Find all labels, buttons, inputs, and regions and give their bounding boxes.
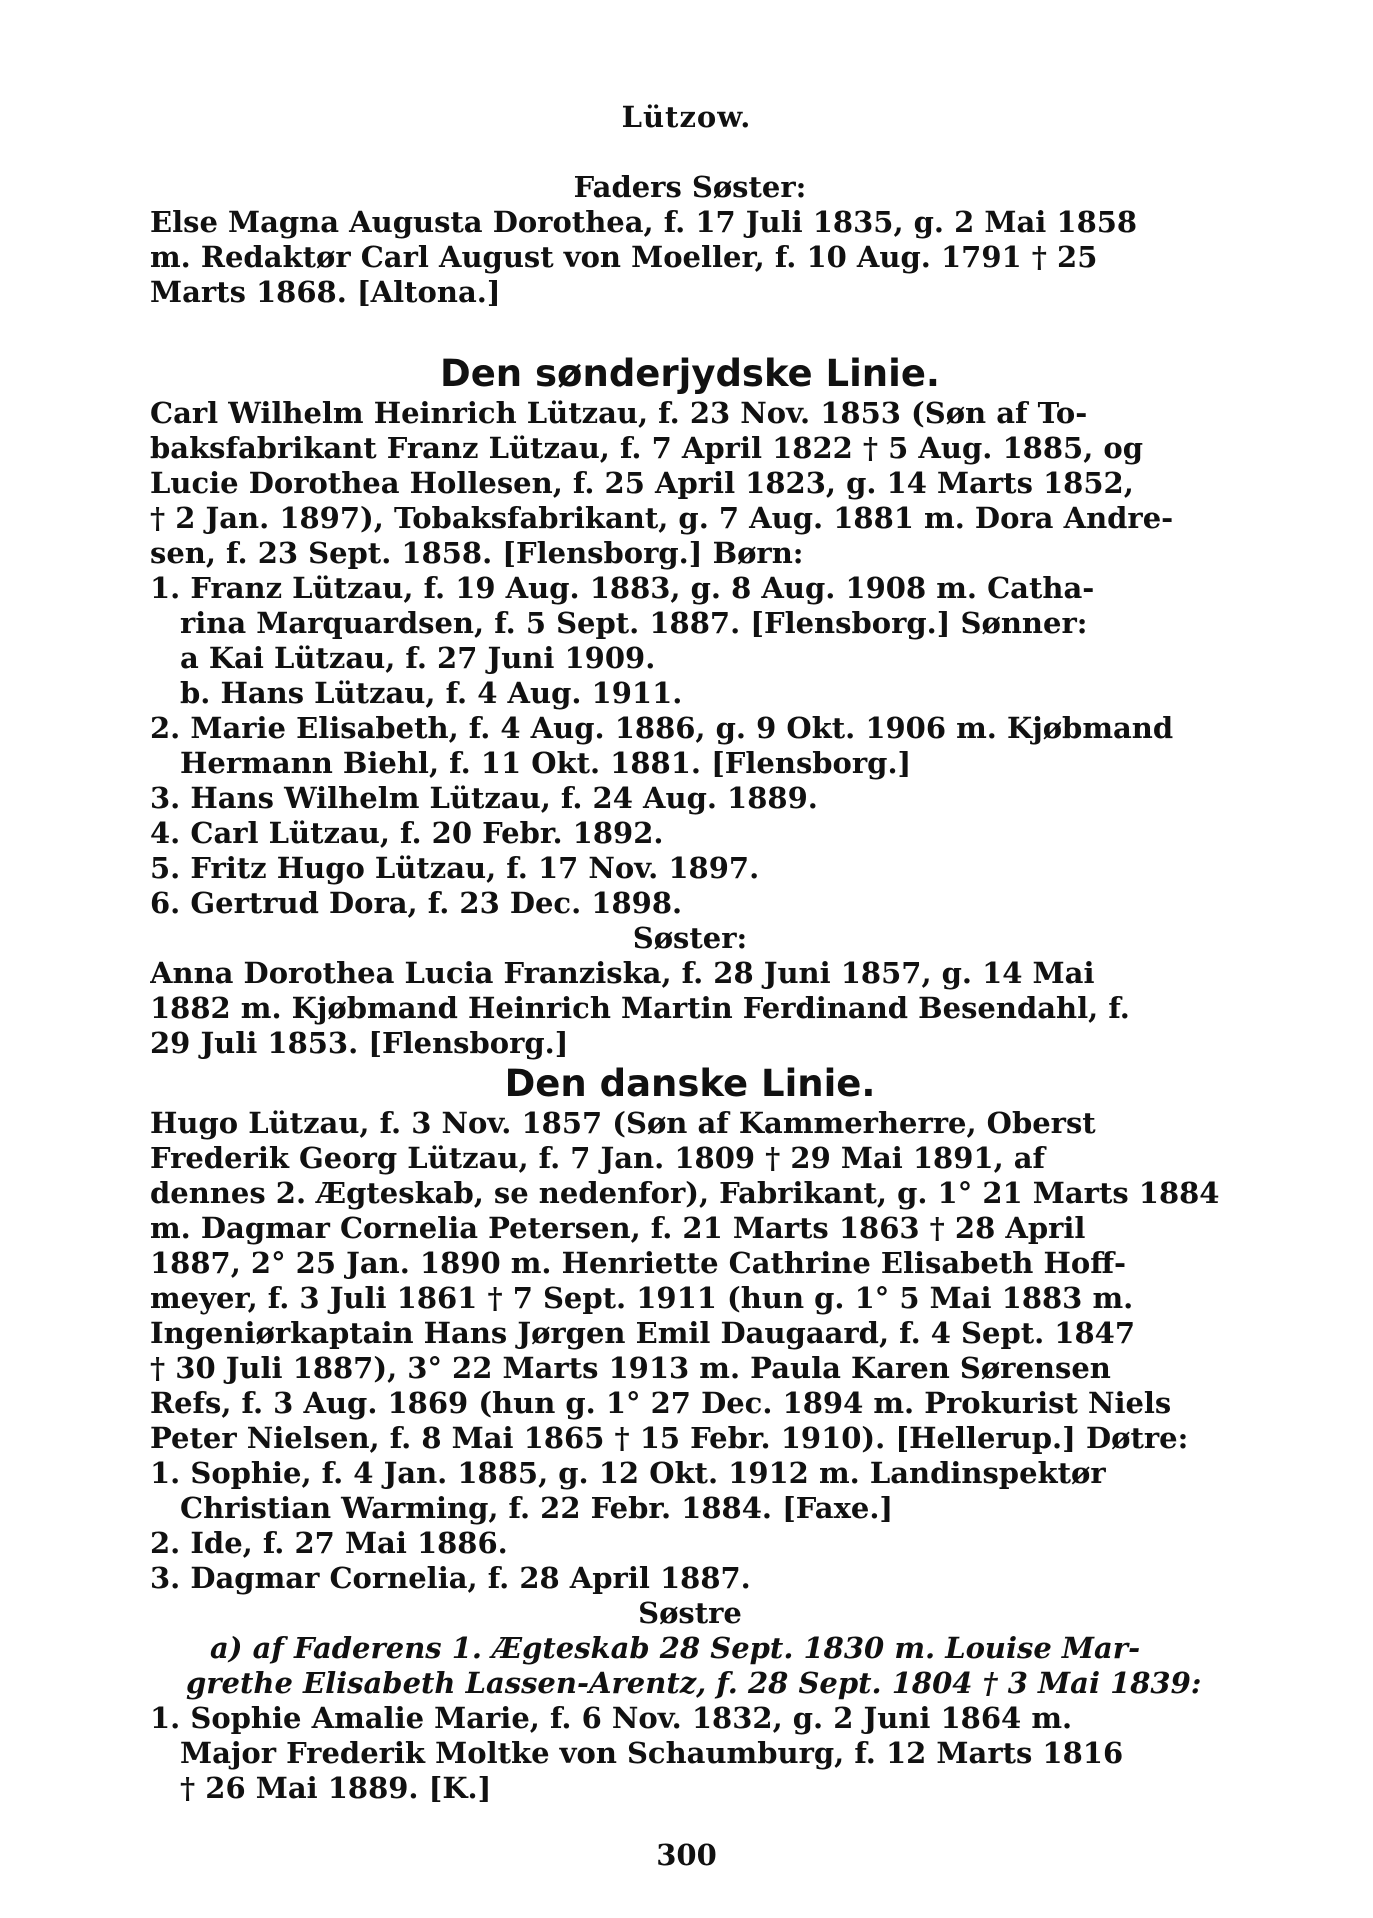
text-line: 6. Gertrud Dora, f. 23 Dec. 1898. xyxy=(150,886,683,920)
text-line: 1. Sophie, f. 4 Jan. 1885, g. 12 Okt. 1912 m. Landinspektør xyxy=(150,1456,1106,1490)
text-line: Hermann Biehl, f. 11 Okt. 1881. [Flensborg.] xyxy=(180,746,912,780)
text-line: Lucie Dorothea Hollesen, f. 25 April 1823, g. 14 Marts 1852, xyxy=(150,466,1134,500)
text-line: Anna Dorothea Lucia Franziska, f. 28 Juni 1857, g. 14 Mai xyxy=(150,956,1095,990)
text-line: sen, f. 23 Sept. 1858. [Flensborg.] Børn: xyxy=(150,536,804,570)
text-line: Marts 1868. [Altona.] xyxy=(150,275,501,309)
italic-line: a) af Faderens 1. Ægteskab 28 Sept. 1830 m. Louise Mar- xyxy=(210,1631,1141,1665)
text-line: rina Marquardsen, f. 5 Sept. 1887. [Flensborg.] Sønner: xyxy=(180,606,1088,640)
text-line: m. Dagmar Cornelia Petersen, f. 21 Marts 1863 † 28 April xyxy=(150,1211,1086,1245)
text-line: Christian Warming, f. 22 Febr. 1884. [Faxe.] xyxy=(180,1491,894,1525)
text-line: dennes 2. Ægteskab, se nedenfor), Fabrikant, g. 1° 21 Marts 1884 xyxy=(150,1176,1220,1210)
text-line: m. Redaktør Carl August von Moeller, f. 10 Aug. 1791 † 25 xyxy=(150,240,1098,274)
text-line: 2. Ide, f. 27 Mai 1886. xyxy=(150,1526,508,1560)
text-line: meyer, f. 3 Juli 1861 † 7 Sept. 1911 (hun g. 1° 5 Mai 1883 m. xyxy=(150,1281,1134,1315)
subheading: Søstre xyxy=(638,1596,742,1630)
text-line: baksfabrikant Franz Lützau, f. 7 April 1822 † 5 Aug. 1885, og xyxy=(150,431,1144,465)
text-line: 3. Dagmar Cornelia, f. 28 April 1887. xyxy=(150,1561,751,1595)
subheading: Faders Søster: xyxy=(573,170,807,204)
italic-line: grethe Elisabeth Lassen-Arentz, f. 28 Sept. 1804 † 3 Mai 1839: xyxy=(186,1666,1202,1700)
text-line: Carl Wilhelm Heinrich Lützau, f. 23 Nov. 1853 (Søn af To- xyxy=(150,396,1088,430)
text-line: † 26 Mai 1889. [K.] xyxy=(180,1771,492,1805)
text-line: † 2 Jan. 1897), Tobaksfabrikant, g. 7 Aug. 1881 m. Dora Andre- xyxy=(150,501,1174,535)
text-line: 3. Hans Wilhelm Lützau, f. 24 Aug. 1889. xyxy=(150,781,818,815)
text-line: 1. Franz Lützau, f. 19 Aug. 1883, g. 8 Aug. 1908 m. Catha- xyxy=(150,571,1095,605)
sonderjydske-linie-section xyxy=(150,352,1230,1061)
text-line: 5. Fritz Hugo Lützau, f. 17 Nov. 1897. xyxy=(150,851,760,885)
text-line: 29 Juli 1853. [Flensborg.] xyxy=(150,1026,569,1060)
text-line: Hugo Lützau, f. 3 Nov. 1857 (Søn af Kammerherre, Oberst xyxy=(150,1106,1096,1140)
text-line: Refs, f. 3 Aug. 1869 (hun g. 1° 27 Dec. 1894 m. Prokurist Niels xyxy=(150,1386,1172,1420)
text-line: 1. Sophie Amalie Marie, f. 6 Nov. 1832, g. 2 Juni 1864 m. xyxy=(150,1701,1073,1735)
text-line: Frederik Georg Lützau, f. 7 Jan. 1809 † 29 Mai 1891, af xyxy=(150,1141,1046,1175)
section-heading: Den sønderjydske Linie. xyxy=(440,352,940,395)
text-line: a Kai Lützau, f. 27 Juni 1909. xyxy=(180,641,656,675)
text-line: Else Magna Augusta Dorothea, f. 17 Juli 1835, g. 2 Mai 1858 xyxy=(150,205,1138,239)
text-line: 4. Carl Lützau, f. 20 Febr. 1892. xyxy=(150,816,664,850)
section-heading: Den danske Linie. xyxy=(504,1062,876,1105)
text-line: b. Hans Lützau, f. 4 Aug. 1911. xyxy=(180,676,683,710)
text-line: Peter Nielsen, f. 8 Mai 1865 † 15 Febr. 1910). [Hellerup.] Døtre: xyxy=(150,1421,1189,1455)
text-line: † 30 Juli 1887), 3° 22 Marts 1913 m. Paula Karen Sørensen xyxy=(150,1351,1111,1385)
text-line: 1887, 2° 25 Jan. 1890 m. Henriette Cathrine Elisabeth Hoff- xyxy=(150,1246,1127,1280)
text-line: 1882 m. Kjøbmand Heinrich Martin Ferdinand Besendahl, f. xyxy=(150,991,1130,1025)
running-head: Lützow. xyxy=(621,100,752,134)
text-line: 2. Marie Elisabeth, f. 4 Aug. 1886, g. 9 Okt. 1906 m. Kjøbmand xyxy=(150,711,1174,745)
subheading: Søster: xyxy=(632,921,748,955)
text-line: Major Frederik Moltke von Schaumburg, f. 12 Marts 1816 xyxy=(180,1736,1124,1770)
text-line: Ingeniørkaptain Hans Jørgen Emil Daugaard, f. 4 Sept. 1847 xyxy=(150,1316,1136,1350)
faders-soster-section xyxy=(150,170,1230,310)
danske-linie-section xyxy=(150,1062,1230,1806)
page-number: 300 xyxy=(656,1838,717,1872)
